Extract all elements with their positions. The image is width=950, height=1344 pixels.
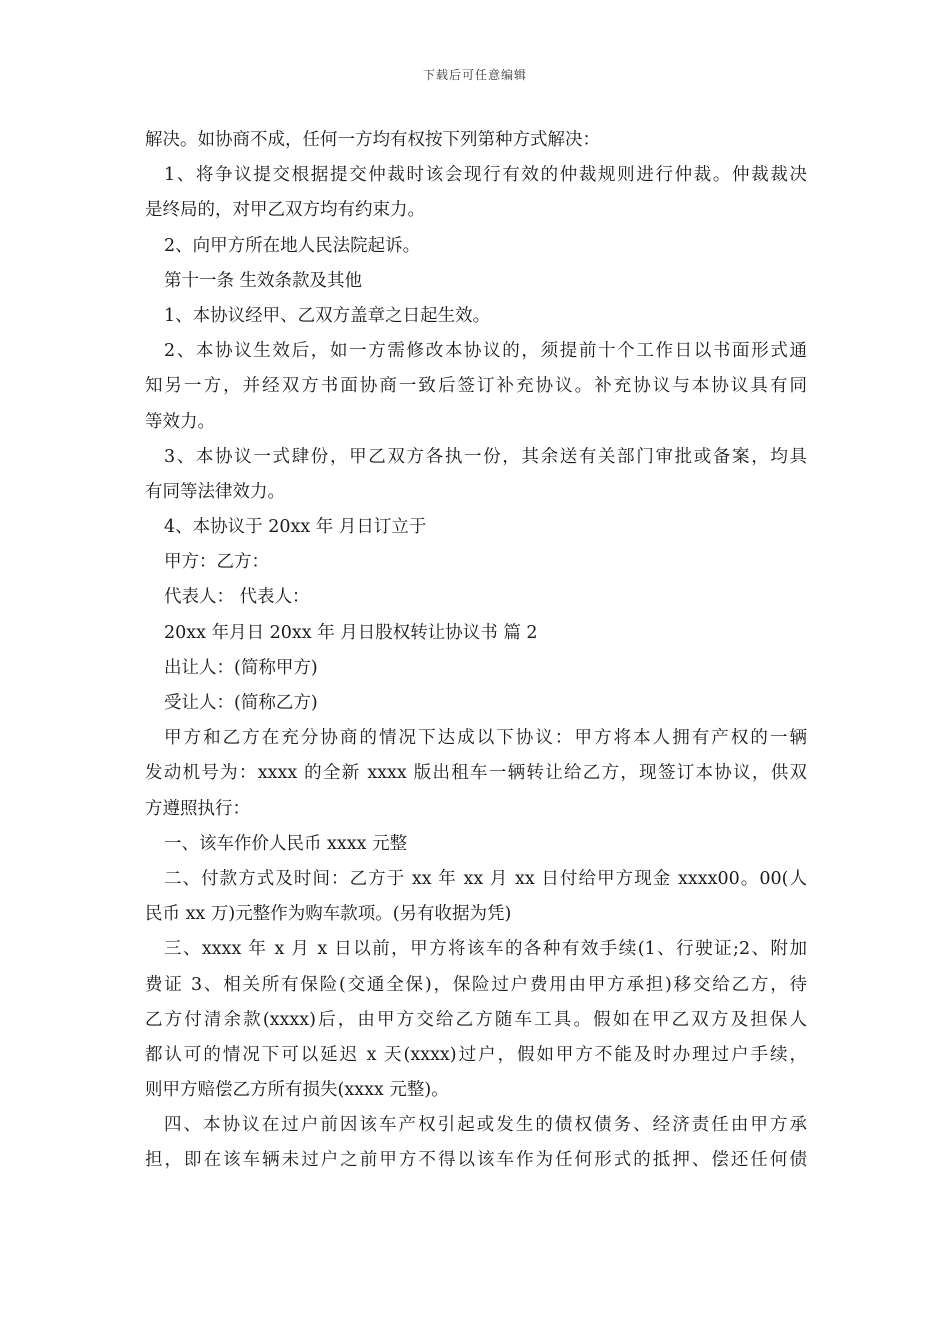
document-line: 发动机号为：xxxx 的全新 xxxx 版出租车一辆转让给乙方，现签订本协议，供双: [145, 763, 807, 784]
document-line: 四、本协议在过户前因该车产权引起或发生的债权债务、经济责任由甲方承: [164, 1115, 807, 1136]
document-line: 2、向甲方所在地人民法院起诉。: [164, 235, 421, 256]
document-line: 甲方和乙方在充分协商的情况下达成以下协议：甲方将本人拥有产权的一辆: [164, 728, 807, 749]
document-line: 1、本协议经甲、乙双方盖章之日起生效。: [164, 305, 491, 326]
document-line: 第十一条 生效条款及其他: [164, 270, 363, 291]
document-line: 解决。如协商不成，任何一方均有权按下列第种方式解决：: [145, 130, 600, 150]
document-line: 4、本协议于 20xx 年 月日订立于: [164, 517, 427, 538]
document-line: 知另一方，并经双方书面协商一致后签订补充协议。补充协议与本协议具有同: [145, 376, 807, 397]
document-line: 方遵照执行：: [145, 798, 250, 819]
document-line: 担，即在该车辆未过户之前甲方不得以该车作为任何形式的抵押、偿还任何债: [145, 1150, 807, 1171]
document-line: 出让人：(简称甲方): [164, 657, 318, 678]
document-line: 20xx 年月日 20xx 年 月日股权转让协议书 篇 2: [164, 622, 538, 643]
document-line: 则甲方赔偿乙方所有损失(xxxx 元整)。: [145, 1080, 449, 1101]
document-line: 2、本协议生效后，如一方需修改本协议的，须提前十个工作日以书面形式通: [164, 341, 807, 362]
document-line: 三、xxxx 年 x 月 x 日以前，甲方将该车的各种有效手续(1、行驶证;2、附加: [164, 939, 807, 960]
page-header: 下载后可任意编辑: [422, 68, 527, 82]
document-line: 1、将争议提交根据提交仲裁时该会现行有效的仲裁规则进行仲裁。仲裁裁决: [164, 165, 807, 186]
document-line: 是终局的，对甲乙双方均有约束力。: [145, 200, 425, 221]
document-body: [145, 123, 807, 1179]
document-line: 等效力。: [145, 411, 215, 432]
document-line: 乙方付清余款(xxxx)后，由甲方交给乙方随车工具。假如在甲乙双方及担保人: [145, 1009, 807, 1030]
document-line: 有同等法律效力。: [145, 481, 285, 502]
document-line: 一、该车作价人民币 xxxx 元整: [164, 833, 408, 854]
document-line: 受让人：(简称乙方): [164, 693, 318, 713]
document-line: 二、付款方式及时间：乙方于 xx 年 xx 月 xx 日付给甲方现金 xxxx00。00(人: [164, 868, 807, 889]
document-line: 代表人： 代表人：: [164, 587, 310, 608]
document-line: 费证 3、相关所有保险(交通全保)，保险过户费用由甲方承担)移交给乙方，待: [145, 974, 807, 995]
document-line: 都认可的情况下可以延迟 x 天(xxxx)过户，假如甲方不能及时办理过户手续，: [145, 1044, 807, 1065]
document-line: 3、本协议一式肆份，甲乙双方各执一份，其余送有关部门审批或备案，均具: [164, 446, 807, 467]
document-line: 甲方：乙方：: [164, 552, 269, 573]
document-line: 民币 xx 万)元整作为购车款项。(另有收据为凭): [145, 904, 512, 925]
